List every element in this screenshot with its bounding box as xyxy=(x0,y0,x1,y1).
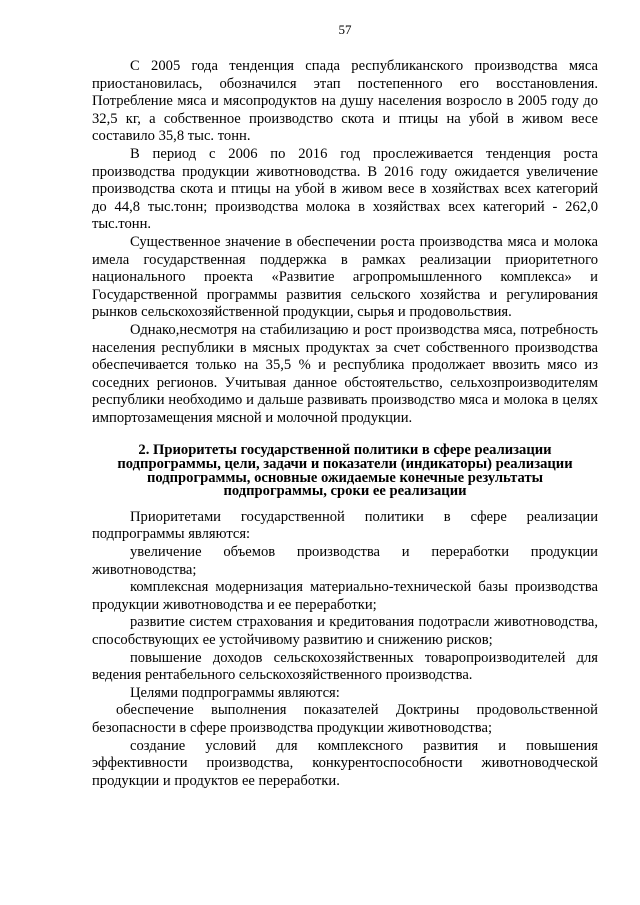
paragraph-state-support: Существенное значение в обеспечении роста производства мяса и молока имела государственная поддержка в рамках реализации приоритетного национального проекта «Развитие агропромышленного комплекса» и Государственной программы развития сельского хозяйства и регулирования рынков сельскохозяйственной продукции, сырья и продовольствия. xyxy=(92,233,598,321)
paragraph-goals-intro: Целями подпрограммы являются: xyxy=(130,684,340,701)
paragraph-meat-trend-2005: С 2005 года тенденция спада республиканского производства мяса приостановилась, обозначился этап постепенного его восстановления. Потребление мяса и мясопродуктов на душу населения возросло в 2005 году до 32,5 кг, а собственное производство скота и птицы на убой в живом весе составило 35,8 тыс. тонн. xyxy=(92,58,598,145)
list-item-priority-insurance-credit: развитие систем страхования и кредитования подотрасли животноводства, способствующих ее устойчивому развитию и снижению рисков; xyxy=(92,614,598,648)
list-item-priority-volume: увеличение объемов производства и переработки продукции животноводства; xyxy=(92,544,598,578)
section-heading: 2. Приоритеты государственной политики в сфере реализации подпрограммы, цели, задачи и показатели (индикаторы) реализации подпрограммы, основные ожидаемые конечные результаты подпрограммы, сроки ее реализации xyxy=(117,442,573,500)
paragraph-import-substitution: Однако,несмотря на стабилизацию и рост производства мяса, потребность населения республики в мясных продуктах за счет собственного производства обеспечивается только на 35,5 % и республика продолжает ввозить мясо из соседних регионов. Учитывая данное обстоятельство, сельхозпроизводителям республики необходимо и дальше развивать производство мяса и молока в целях импортозамещения мясной и молочной продукции. xyxy=(92,321,598,426)
list-item-priority-income: повышение доходов сельскохозяйственных товаропроизводителей для ведения рентабельного сельскохозяйственного производства. xyxy=(92,649,598,684)
page-number: 57 xyxy=(338,22,352,37)
list-item-priority-modernization: комплексная модернизация материально-технической базы производства продукции животноводства и ее переработки; xyxy=(92,579,598,613)
list-item-goal-efficiency: создание условий для комплексного развития и повышения эффективности производства, конкурентоспособности животноводческой продукции и продуктов ее переработки. xyxy=(92,737,598,789)
paragraph-priorities-intro: Приоритетами государственной политики в сфере реализации подпрограммы являются: xyxy=(92,508,598,543)
list-item-goal-food-security: обеспечение выполнения показателей Доктрины продовольственной безопасности в сфере производства продукции животноводства; xyxy=(92,702,598,736)
paragraph-growth-2006-2016: В период с 2006 по 2016 год прослеживается тенденция роста производства продукции животноводства. В 2016 году ожидается увеличение производства скота и птицы на убой в живом весе в хозяйствах всех категорий до 44,8 тыс.тонн; производства молока в хозяйствах всех категорий - 262,0 тыс.тонн. xyxy=(92,145,598,233)
document-page xyxy=(92,22,598,790)
heading-spacer xyxy=(92,499,598,509)
